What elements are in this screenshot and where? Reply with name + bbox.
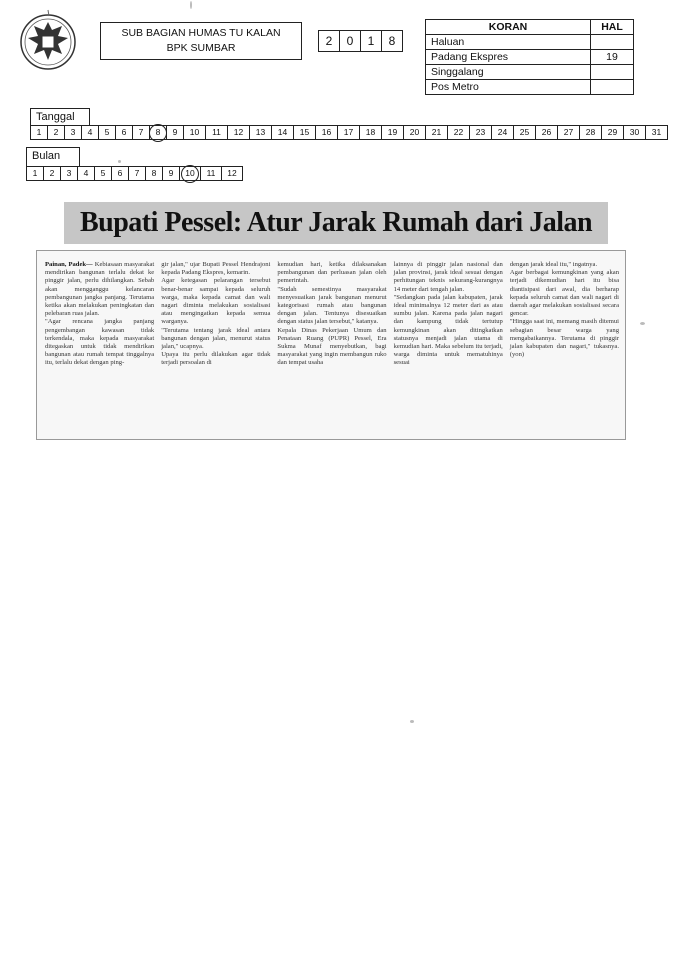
tanggal-day: 14 [271, 125, 294, 140]
scan-speck [190, 1, 192, 9]
tanggal-day: 20 [403, 125, 426, 140]
newspaper-page [591, 65, 634, 80]
bulan-month: 4 [77, 166, 95, 181]
tanggal-day: 8 [149, 125, 167, 140]
newspaper-table-header [426, 20, 634, 35]
tanggal-day: 19 [381, 125, 404, 140]
department-header [100, 22, 302, 60]
scan-speck [410, 720, 414, 723]
year-digit: 1 [360, 30, 382, 52]
scan-speck [118, 160, 121, 163]
bulan-month: 2 [43, 166, 61, 181]
bulan-strip [26, 166, 242, 181]
bulan-month: 7 [128, 166, 146, 181]
col-koran: KORAN [426, 20, 591, 35]
scan-speck [640, 322, 645, 325]
table-row [426, 35, 634, 50]
tanggal-day: 10 [183, 125, 206, 140]
newspaper-page: 19 [591, 50, 634, 65]
tanggal-day: 13 [249, 125, 272, 140]
tanggal-day: 11 [205, 125, 228, 140]
newspaper-name: Padang Ekspres [426, 50, 591, 65]
department-line-2: BPK SUMBAR [166, 42, 236, 54]
table-row [426, 80, 634, 95]
newspaper-name: Singgalang [426, 65, 591, 80]
article-column-3: kemudian hari, ketika dilaksanakan pembangunan dan perluasan jalan oleh pemerintah. "Sudah semestinya masyarakat menyesuaikan jarak bangunan menurut kategorisasi rumah atau bangunan dengan jalan. Tentunya disesuaikan dengan status jalan tersebut," katanya. Kepala Dinas Pekerjaan Umum dan Penataan Ruang (PUPR) Pessel, Era Sukma Munaf menyebutkan, bagi masyarakat yang ingin membangun ruko dan tempat usaha [277, 261, 387, 367]
tanggal-day: 7 [132, 125, 150, 140]
tanggal-section [30, 108, 667, 140]
col-hal: HAL [591, 20, 634, 35]
article-headline: Bupati Pessel: Atur Jarak Rumah dari Jalan [64, 202, 608, 244]
bulan-month: 8 [145, 166, 163, 181]
tanggal-day: 4 [81, 125, 99, 140]
tanggal-day: 16 [315, 125, 338, 140]
article-text: Kebiasaan masyarakat mendirikan bangunan terlalu dekat ke pinggir jalan, perlu dihilangkan. Sebab akan mengganggu kelancaran pembangunan jangka panjang. Terutama ketika akan melakukan peningkatan dan pelebaran ruas jalan. "Agar rencana jangka panjang pengembangan kawasan tidak terkendala, maka kepada masyarakat ditegaskan untuk tidak mendirikan bangunan atau rumah tempat tinggalnya itu, terlalu dekat dengan ping- [45, 261, 155, 367]
tanggal-day: 3 [64, 125, 82, 140]
newspaper-page [591, 80, 634, 95]
bulan-month: 6 [111, 166, 129, 181]
newspaper-name: Pos Metro [426, 80, 591, 95]
bulan-month: 5 [94, 166, 112, 181]
tanggal-day: 29 [601, 125, 624, 140]
tanggal-day: 1 [30, 125, 48, 140]
year-boxes [318, 30, 402, 52]
tanggal-day: 6 [115, 125, 133, 140]
tanggal-day: 18 [359, 125, 382, 140]
bulan-section [26, 147, 242, 181]
article-column-4: lainnya di pinggir jalan nasional dan jalan provinsi, jarak ideal sesuai dengan perhitungan teknis sekurang-kurangnya 14 meter dari tengah jalan. "Sedangkan pada jalan kabupaten, jarak ideal minimalnya 12 meter dari as atau sumbu jalan. Karena pada jalan nagari dan kampung tidak tertutup kemungkinan akan ditingkatkan statusnya menjadi jalan utama di kemudian hari. Maka sebelum itu terjadi, warga diminta untuk mematuhinya sesuai [393, 261, 503, 367]
tanggal-day: 28 [579, 125, 602, 140]
tanggal-day: 26 [535, 125, 558, 140]
article-clipping [36, 250, 626, 440]
bulan-month: 1 [26, 166, 44, 181]
tanggal-day: 2 [47, 125, 65, 140]
tanggal-label: Tanggal [30, 108, 90, 125]
year-digit: 0 [339, 30, 361, 52]
bulan-month: 3 [60, 166, 78, 181]
bulan-month: 12 [221, 166, 243, 181]
tanggal-day: 27 [557, 125, 580, 140]
bulan-label: Bulan [26, 147, 80, 166]
department-line-1: SUB BAGIAN HUMAS TU KALAN [121, 27, 281, 39]
tanggal-day: 9 [166, 125, 184, 140]
table-row [426, 65, 634, 80]
tanggal-day: 30 [623, 125, 646, 140]
table-row [426, 50, 634, 65]
article-column-5: dengan jarak ideal itu," ingatnya. Agar berbagai kemungkinan yang akan terjadi dikemudian hari itu bisa diantisipasi dari awal, dia berharap kepada seluruh camat dan wali nagari di daerah agar melakukan sosialisasi secara gencar. "Hingga saat ini, memang masih ditemui sebagian besar warga yang mengabaikannya. Terutama di pinggir jalan kabupaten dan nagari," tukasnya. (yon) [509, 261, 620, 359]
bulan-month: 9 [162, 166, 180, 181]
garuda-emblem-icon [18, 8, 78, 80]
tanggal-day: 31 [645, 125, 668, 140]
tanggal-day: 17 [337, 125, 360, 140]
year-digit: 8 [381, 30, 403, 52]
year-digit: 2 [318, 30, 340, 52]
tanggal-day: 23 [469, 125, 492, 140]
tanggal-day: 24 [491, 125, 514, 140]
tanggal-day: 22 [447, 125, 470, 140]
tanggal-day: 25 [513, 125, 536, 140]
article-column-2: gir jalan," ujar Bupati Pessel Hendrajoni kepada Padang Ekspres, kemarin. Agar ketegasan pelarangan tersebut benar-benar sampai kepada seluruh warga, maka kepada camat dan wali nagari diminta melakukan sosialisasi atau mengingatkan kepada semua warganya. "Terutama tentang jarak ideal antara bangunan dengan jalan, menurut status jalan," ucapnya. Upaya itu perlu dilakukan agar tidak terjadi persoalan di [161, 261, 271, 367]
newspaper-page [591, 35, 634, 50]
tanggal-day: 12 [227, 125, 250, 140]
tanggal-day: 21 [425, 125, 448, 140]
article-column-1 [45, 261, 154, 368]
bulan-month: 10 [179, 166, 201, 181]
tanggal-day: 15 [293, 125, 316, 140]
newspaper-name: Haluan [426, 35, 591, 50]
tanggal-strip [30, 125, 667, 140]
bulan-month: 11 [200, 166, 222, 181]
newspaper-table [425, 19, 634, 95]
tanggal-day: 5 [98, 125, 116, 140]
article-dateline: Painan, Padek— [45, 261, 93, 268]
